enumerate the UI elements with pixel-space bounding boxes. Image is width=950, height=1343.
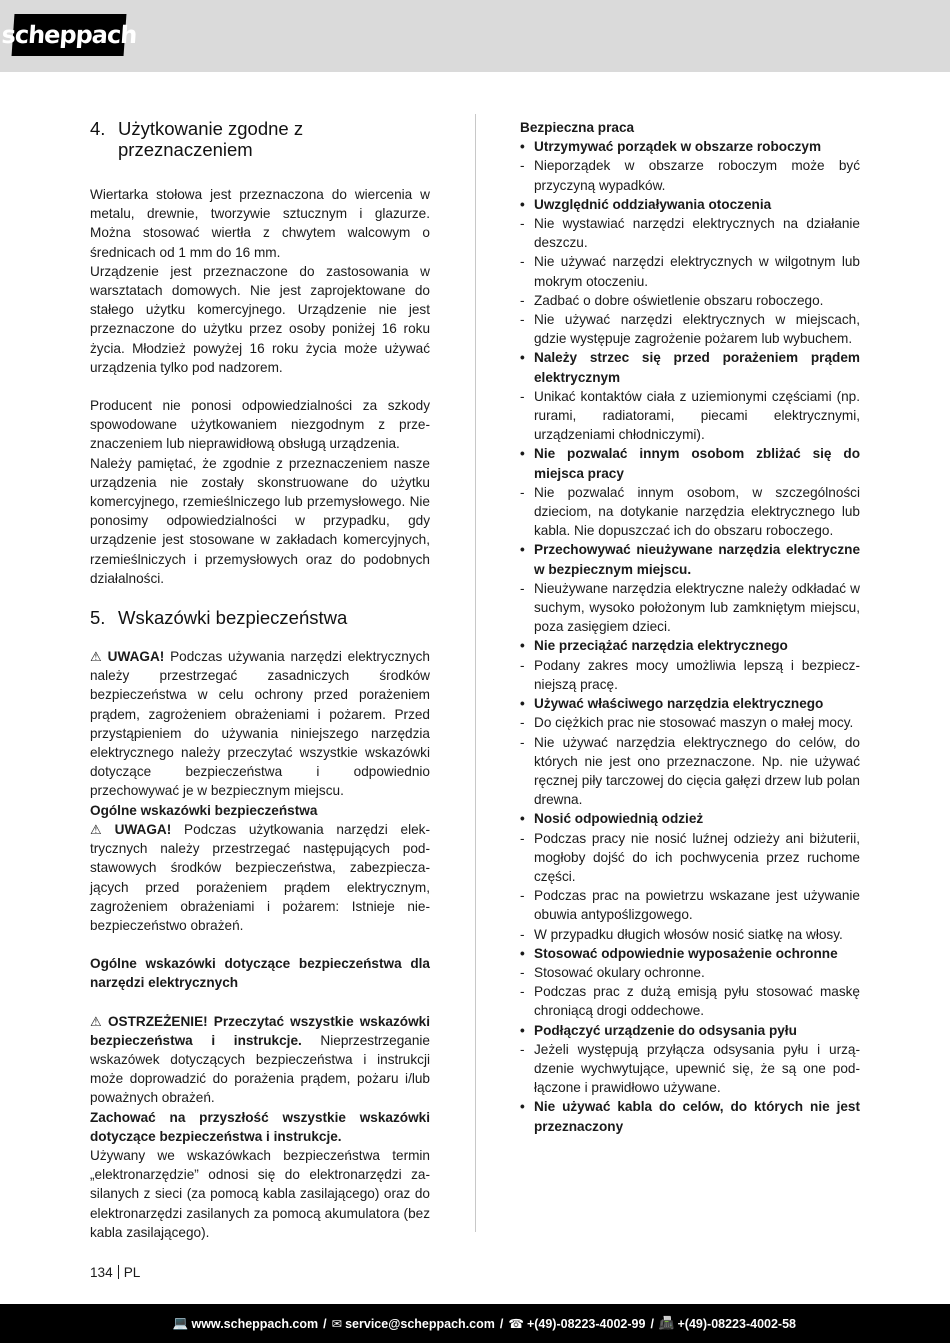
warning-paragraph-1 bbox=[90, 647, 430, 801]
warning-paragraph-3 bbox=[90, 1012, 430, 1108]
dash-marker: - bbox=[520, 657, 525, 673]
header-bar bbox=[0, 0, 950, 72]
item-text: Nieporządek w obszarze roboczym może być przyczyną wypadków. bbox=[534, 158, 860, 193]
general-safety-heading: Ogólne wskazówki bezpieczeństwa bbox=[90, 802, 318, 818]
item-text: Przechowywać nieużywane narzędzia elektryczne w bezpiecznym miejscu. bbox=[534, 542, 860, 577]
s4-paragraph-4: Należy pamiętać, że zgodnie z przeznaczeniem nasze urządzenia nie zostały skonstruowane do użytku komercyjnego, rzemieślniczego lub przemysłowego. Nie ponosimy odpowiedzialności w przypadku, gdy urządzenie jest stosowane w zakładach komercyjnych, rzemieślniczych i przemysłowych oraz do podobnych działalności. bbox=[90, 455, 430, 586]
dash-marker: - bbox=[520, 292, 525, 308]
dash-marker: - bbox=[520, 888, 525, 904]
bullet-marker: • bbox=[520, 542, 525, 558]
bullet-marker: • bbox=[520, 1099, 525, 1115]
item-text: Uwzględnić oddziaływania otoczenia bbox=[534, 196, 772, 212]
dash-marker: - bbox=[520, 830, 525, 846]
dash-marker: - bbox=[520, 158, 525, 174]
phone-number: +(49)-08223-4002-99 bbox=[526, 1316, 646, 1331]
bullet-item bbox=[520, 636, 860, 655]
dash-marker: - bbox=[520, 964, 525, 980]
bullet-item bbox=[520, 1097, 860, 1135]
dash-item bbox=[520, 982, 860, 1020]
section-4-heading bbox=[90, 118, 430, 160]
footer-separator bbox=[118, 1265, 119, 1279]
email-link[interactable]: service@scheppach.com bbox=[345, 1316, 495, 1331]
item-text: Podczas prac z dużą emisją pyłu stosować maskę chroniącą drogi oddechowe. bbox=[534, 984, 860, 1019]
separator: / bbox=[499, 1316, 504, 1331]
dash-item bbox=[520, 387, 860, 445]
item-text: Należy strzec się przed porażeniem prądem elektrycznym bbox=[534, 350, 860, 385]
dash-marker: - bbox=[520, 484, 525, 500]
item-text: Do ciężkich prac nie stosować maszyn o małej mocy. bbox=[534, 715, 854, 731]
item-text: Nie przeciążać narzędzia elektrycznego bbox=[534, 638, 788, 654]
item-text: Nie używać kabla do celów, do których nie jest przeznaczony bbox=[534, 1099, 860, 1134]
section-5-title: Wskazówki bezpieczeństwa bbox=[118, 607, 348, 629]
item-text: Podczas prac na powietrzu wskazane jest używanie obuwia antypoślizgowego. bbox=[534, 888, 860, 923]
dash-item bbox=[520, 963, 860, 982]
bullet-item bbox=[520, 694, 860, 713]
s4-paragraph-2: Urządzenie jest przeznaczone do zastosowania w warsztatach domowych. Nie jest zaprojektowane do stałego użytku komercyjnego. Urządzenie nie jest przeznaczone do użytku przez osoby poniżej 16 roku życia. Młodzież powyżej 16 roku życia może używać urządzenia tylko pod nadzorem. bbox=[90, 263, 430, 375]
bullet-marker: • bbox=[520, 945, 525, 961]
dash-marker: - bbox=[520, 926, 525, 942]
dash-item bbox=[520, 829, 860, 887]
warning-icon: ⚠ bbox=[90, 1013, 104, 1029]
keep-instructions-note: Zachować na przyszłość wszystkie wskazówki dotyczące bezpieczeństwa i instrukcje. bbox=[90, 1109, 430, 1144]
dash-marker: - bbox=[520, 312, 525, 328]
dash-item bbox=[520, 291, 860, 310]
warning-text: Podczas użytkowania narzędzi elektrycznych należy przestrzegać następujących podstawowych środków bezpieczeństwa, zabezpieczających przed porażeniem prądem elektrycznym, zagrożeniem obrażeniami i pożarem: Istnieje niebezpieczeństwo obrażeń. bbox=[90, 821, 431, 933]
item-text: Nosić odpowiednią odzież bbox=[534, 811, 704, 827]
warning-bold-text: OSTRZEŻENIE! Przeczytać wszystkie wskazówki bezpieczeństwa i instrukcje. bbox=[90, 1013, 430, 1048]
page-number: 134 bbox=[90, 1265, 113, 1280]
item-text: Nieużywane narzędzia elektryczne należy odkładać w suchym, wysoko położonym lub zamkniętym miejscu, poza zasięgiem dzieci. bbox=[534, 580, 860, 635]
item-text: Podany zakres mocy umożliwia lepszą i bezpieczniejszą pracę. bbox=[534, 657, 860, 692]
left-column bbox=[90, 118, 430, 1242]
safety-list bbox=[520, 137, 860, 1136]
dash-marker: - bbox=[520, 984, 525, 1000]
item-text: Podczas pracy nie nosić luźnej odzieży ani biżuterii, mogłoby dojść do ich pochwycenia przez ruchome części. bbox=[534, 830, 860, 884]
right-column bbox=[520, 118, 860, 1136]
contact-bar bbox=[0, 1304, 950, 1343]
item-text: Stosować odpowiednie wyposażenie ochronne bbox=[534, 945, 838, 961]
dash-marker: - bbox=[520, 715, 525, 731]
dash-item bbox=[520, 925, 860, 944]
section-4-number: 4. bbox=[90, 118, 106, 139]
item-text: Nie wystawiać narzędzi elektrycznych na działanie deszczu. bbox=[534, 216, 860, 251]
bullet-item bbox=[520, 944, 860, 963]
warning-label: UWAGA! bbox=[114, 821, 172, 837]
dash-item bbox=[520, 483, 860, 541]
warning-paragraph-2 bbox=[90, 820, 430, 935]
dash-marker: - bbox=[520, 254, 525, 270]
safe-work-heading: Bezpieczna praca bbox=[520, 120, 635, 135]
bullet-item bbox=[520, 195, 860, 214]
tools-safety-heading: Ogólne wskazówki dotyczące bezpieczeństwa dla narzędzi elektrycznych bbox=[90, 956, 430, 991]
bullet-marker: • bbox=[520, 1022, 525, 1038]
fax-icon: 📠 bbox=[658, 1316, 675, 1330]
website-link[interactable]: www.scheppach.com bbox=[191, 1316, 319, 1331]
item-text: W przypadku długich włosów nosić siatkę na włosy. bbox=[534, 926, 843, 942]
dash-item bbox=[520, 713, 860, 732]
section-5-heading bbox=[90, 607, 430, 628]
bullet-marker: • bbox=[520, 696, 525, 712]
bullet-marker: • bbox=[520, 196, 525, 212]
bullet-marker: • bbox=[520, 350, 525, 366]
separator: / bbox=[650, 1316, 654, 1331]
bullet-item bbox=[520, 137, 860, 156]
warning-text: Podczas używania narzędzi elektrycznych należy przestrzegać zasadniczych środków bezpieczeństwa w celu ochrony przed porażeniem prądem, zagrożeniem obrażeniami i pożarem. Przed przystąpieniem do używania niniejszego narzędzia elektrycznego należy przeczytać wszystkie wskazówki dotyczące bezpieczeństwa i odpowiednio przechowywać je w bezpiecznym miejscu. bbox=[90, 649, 430, 799]
item-text: Nie używać narzędzia elektrycznego do celów, do których nie jest ono przeznaczone. Np. nie używać ręcznej piły tarczowej do cięcia gałęzi drzew lub polan drewna. bbox=[534, 734, 860, 808]
bullet-marker: • bbox=[520, 446, 525, 462]
item-text: Podłączyć urządzenie do odsysania pyłu bbox=[534, 1022, 797, 1038]
dash-item bbox=[520, 1040, 860, 1098]
warning-icon: ⚠ bbox=[90, 649, 104, 665]
dash-item bbox=[520, 579, 860, 637]
dash-item bbox=[520, 886, 860, 924]
bullet-item bbox=[520, 444, 860, 482]
dash-item bbox=[520, 156, 860, 194]
bullet-marker: • bbox=[520, 811, 525, 827]
term-definition: Używany we wskazówkach bezpieczeństwa termin „elektronarzędzie” odnosi się do elektronarzędzi zasilanych z sieci (za pomocą kabla zasilającego) oraz do elektronarzędzi zasilanych za pomocą akumulatora (bez kabla zasilającego). bbox=[90, 1147, 430, 1240]
item-text: Nie używać narzędzi elektrycznych w wilgotnym lub mokrym otoczeniu. bbox=[534, 254, 860, 289]
warning-text: Nieprzestrzeganie wskazówek dotyczących bezpieczeństwa i instrukcji może doprowadzić do porażenia prądem, pożaru i/lub poważnych obrażeń. bbox=[90, 1032, 430, 1106]
bullet-marker: • bbox=[520, 139, 525, 155]
computer-icon: 💻 bbox=[172, 1316, 189, 1330]
dash-marker: - bbox=[520, 580, 525, 596]
item-text: Stosować okulary ochronne. bbox=[534, 964, 705, 980]
dash-item bbox=[520, 656, 860, 694]
dash-item bbox=[520, 214, 860, 252]
bullet-item bbox=[520, 1021, 860, 1040]
warning-icon: ⚠ bbox=[90, 821, 111, 837]
warning-label: UWAGA! bbox=[107, 649, 165, 665]
item-text: Utrzymywać porządek w obszarze roboczym bbox=[534, 139, 822, 155]
dash-item bbox=[520, 252, 860, 290]
dash-marker: - bbox=[520, 1041, 525, 1057]
item-text: Zadbać o dobre oświetlenie obszaru roboczego. bbox=[534, 292, 824, 308]
item-text: Unikać kontaktów ciała z uziemionymi częściami (np. rurami, radiatorami, piecami elektrycznymi, urządzeniami chłodniczymi). bbox=[534, 388, 860, 443]
dash-marker: - bbox=[520, 388, 525, 404]
dash-item bbox=[520, 733, 860, 810]
bullet-item bbox=[520, 809, 860, 828]
s4-paragraph-1: Wiertarka stołowa jest przeznaczona do wiercenia w metalu, drewnie, tworzywie sztucznym i glazurze. Można stosować wiertła z chwytem walcowym o średnicach od 1 mm do 16 mm. bbox=[90, 187, 430, 260]
item-text: Nie pozwalać innym osobom, w szczególności dzieciom, na dotykanie narzędzia elektrycznego lub kabla. Nie dopuszczać ich do obszaru roboczego. bbox=[534, 484, 860, 539]
dash-marker: - bbox=[520, 734, 525, 750]
scheppach-logo: scheppach bbox=[12, 14, 127, 56]
item-text: Jeżeli występują przyłącza odsysania pyłu i urządzenie wychwytujące, upewnić się, że są one podłączone i prawidłowo używane. bbox=[534, 1041, 860, 1096]
bullet-item bbox=[520, 540, 860, 578]
mail-icon: ✉ bbox=[331, 1317, 343, 1331]
page-footer bbox=[90, 1265, 140, 1280]
fax-number: +(49)-08223-4002-58 bbox=[677, 1316, 796, 1331]
item-text: Używać właściwego narzędzia elektrycznego bbox=[534, 696, 824, 712]
bullet-item bbox=[520, 348, 860, 386]
dash-item bbox=[520, 310, 860, 348]
section-4-title: Użytkowanie zgodne z przeznaczeniem bbox=[118, 118, 304, 160]
item-text: Nie pozwalać innym osobom zbliżać się do miejsca pracy bbox=[534, 446, 860, 481]
separator: / bbox=[323, 1316, 327, 1331]
language-code: PL bbox=[123, 1265, 141, 1280]
section-5-number: 5. bbox=[90, 607, 106, 629]
dash-marker: - bbox=[520, 216, 525, 232]
column-divider bbox=[475, 114, 476, 1232]
phone-icon: ☎ bbox=[508, 1317, 524, 1331]
item-text: Nie używać narzędzi elektrycznych w miejscach, gdzie występuje zagrożenie pożarem lub wybuchem. bbox=[534, 312, 860, 347]
bullet-marker: • bbox=[520, 638, 525, 654]
s4-paragraph-3: Producent nie ponosi odpowiedzialności za szkody spowodowane użytkowaniem niezgodnym z przeznaczeniem lub nieprawidłową obsługą urządzenia. bbox=[90, 398, 430, 452]
